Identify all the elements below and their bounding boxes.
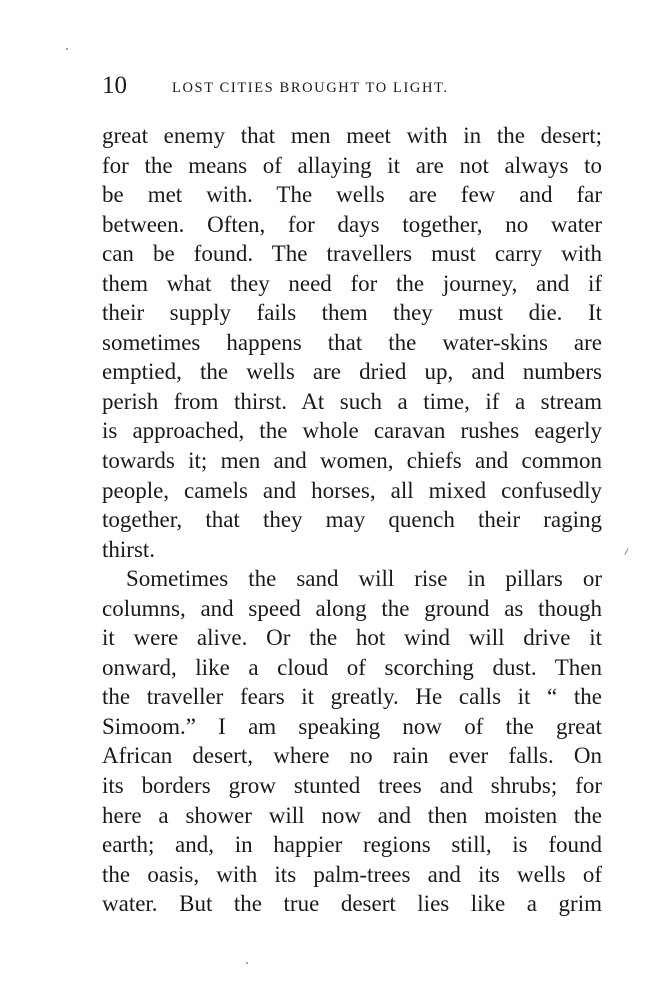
text-line: between. Often, for days together, no water xyxy=(102,211,602,237)
text-line: can be found. The travellers must carry with xyxy=(102,241,602,267)
text-line: is approached, the whole caravan rushes eagerly xyxy=(102,418,602,444)
body-text xyxy=(102,121,602,919)
text-line: onward, like a cloud of scorching dust. Then xyxy=(102,654,602,680)
text-line: their supply fails them they must die. It xyxy=(102,300,602,326)
text-line: sometimes happens that the water-skins are xyxy=(102,329,602,355)
text-line: Sometimes the sand will rise in pillars or xyxy=(126,566,602,592)
text-line: here a shower will now and then moisten the xyxy=(102,802,602,828)
text-line: towards it; men and women, chiefs and common xyxy=(102,448,602,474)
text-line: people, camels and horses, all mixed confusedly xyxy=(102,477,602,503)
text-line: great enemy that men meet with in the desert; xyxy=(102,123,602,148)
text-line: water. But the true desert lies like a grim xyxy=(102,891,602,917)
paper-speck xyxy=(624,548,628,555)
page-header xyxy=(102,72,532,104)
text-line: African desert, where no rain ever falls. On xyxy=(102,743,602,769)
text-line: emptied, the wells are dried up, and numbers xyxy=(102,359,602,385)
text-line: the oasis, with its palm-trees and its wells of xyxy=(102,861,602,887)
text-line: them what they need for the journey, and if xyxy=(102,270,602,296)
text-line: its borders grow stunted trees and shrubs; for xyxy=(102,773,602,799)
running-head: LOST CITIES BROUGHT TO LIGHT. xyxy=(172,80,449,96)
text-line: earth; and, in happier regions still, is found xyxy=(102,832,602,858)
text-line: for the means of allaying it are not always to xyxy=(102,152,602,178)
text-line: perish from thirst. At such a time, if a stream xyxy=(102,388,602,414)
text-line: the traveller fears it greatly. He calls it “ the xyxy=(102,684,602,710)
text-line: together, that they may quench their raging xyxy=(102,507,602,533)
paragraph-2 xyxy=(102,564,602,919)
text-line: thirst. xyxy=(102,536,156,562)
text-line: columns, and speed along the ground as though xyxy=(102,595,602,621)
paper-speck xyxy=(66,48,68,50)
text-line: Simoom.” I am speaking now of the great xyxy=(102,713,602,739)
paragraph-1 xyxy=(102,121,602,564)
page-number: 10 xyxy=(102,72,127,99)
paper-speck xyxy=(246,962,248,964)
text-line: be met with. The wells are few and far xyxy=(102,182,602,208)
text-line: it were alive. Or the hot wind will drive it xyxy=(102,625,602,651)
